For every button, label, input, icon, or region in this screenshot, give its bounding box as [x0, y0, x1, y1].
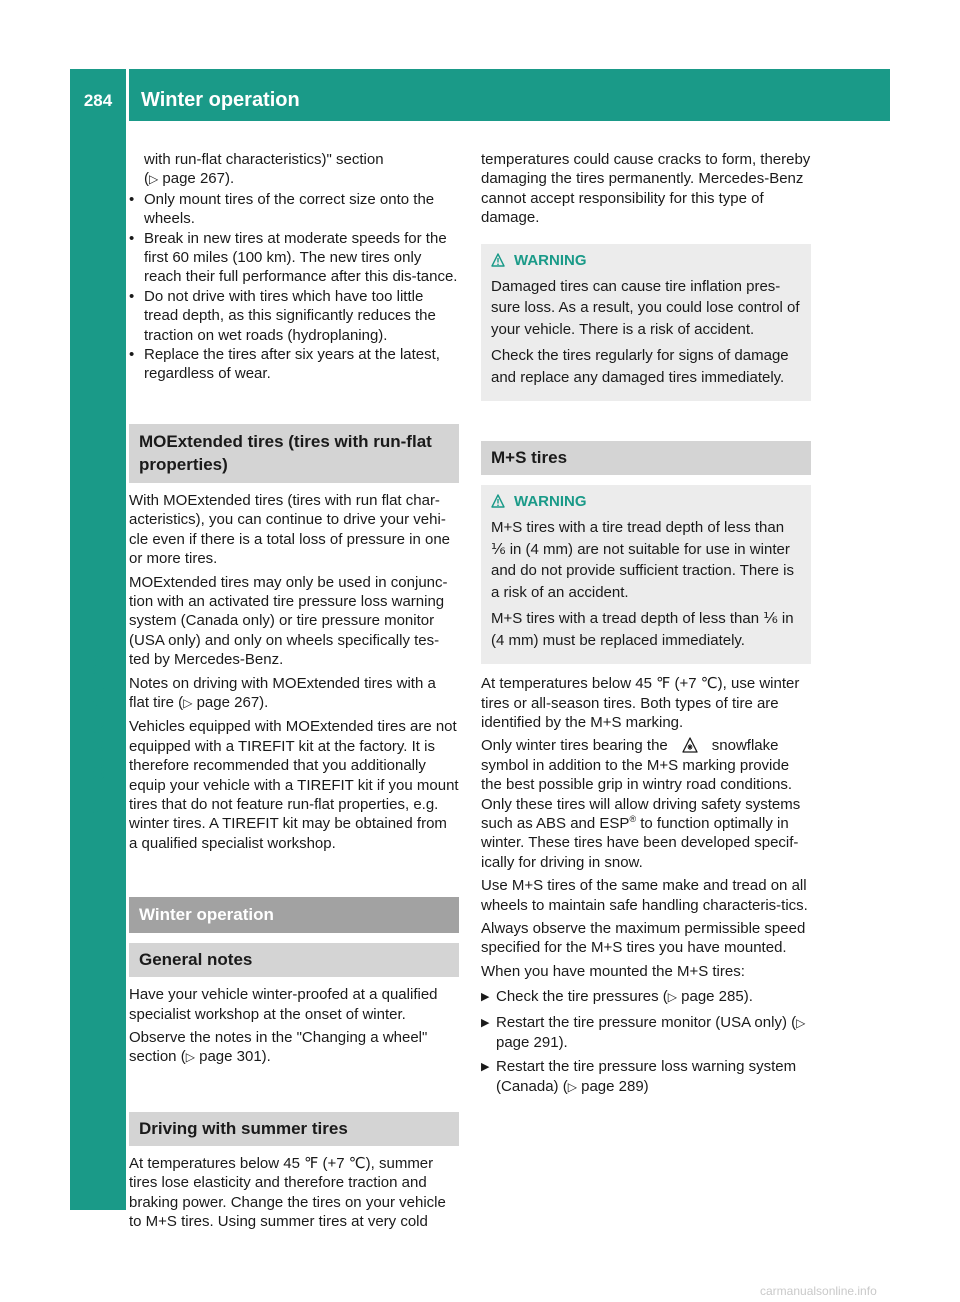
step-page-ref[interactable]: page 285). [681, 988, 753, 1006]
moe-paragraph-4: Vehicles equipped with MOExtended tires are not equipped with a TIREFIT kit at the factory. It is therefore recommended that you additionally equip your vehicle with a TIREFIT kit if you mount tires that do not feature run-flat properties, e.g. winter tires. A TIREFIT kit may be obtained from a qualified specialist workshop. [129, 718, 459, 852]
warning-triangle-icon [491, 253, 505, 267]
moe-paragraph-3: Notes on driving with MOExtended tires with a flat tire (▷ page 267). [129, 674, 436, 711]
action-steps-list [481, 987, 811, 1097]
snowflake-mountain-icon [682, 737, 698, 753]
intro-text: with run-flat characteristics)" section (▷ page 267). [144, 151, 384, 188]
page-number: 284 [70, 69, 126, 121]
intro-line-1: with run-flat characteristics)" section [144, 151, 384, 168]
damaged-tires-warning [481, 244, 811, 402]
arrow-reference-icon: ▷ [667, 990, 677, 1005]
general-paragraph-1: Have your vehicle winter-proofed at a qualified specialist workshop at the onset of winter. [129, 986, 438, 1023]
list-item: • Only mount tires of the correct size onto the wheels. [129, 190, 459, 229]
list-item: • Break in new tires at moderate speeds for the first 60 miles (100 km). The new tires only reach their full performance after this dis-tance. [129, 229, 459, 287]
ms-paragraph-5: When you have mounted the M+S tires: [481, 962, 745, 980]
continued-paragraph: temperatures could cause cracks to form, thereby damaging the tires permanently. Mercedes-Benz cannot accept responsibility for this type of damage. [481, 151, 811, 227]
ms-paragraph-2: Only winter tires bearing the snowflake symbol in addition to the M+S marking provide the best possible grip in wintry road conditions. Only these tires will allow driving safety systems such as ABS and ESP® to function optimally in winter. These tires have been developed specif-ically for driving in snow. [481, 737, 801, 871]
warning-text-2: M+S tires with a tread depth of less than ⅙ in (4 mm) must be replaced immediately. [491, 610, 794, 649]
tread-depth-warning [481, 485, 811, 664]
general-page-ref[interactable]: page 301). [199, 1048, 271, 1066]
right-column [481, 150, 811, 1102]
ms-tires-heading: M+S tires [481, 441, 811, 475]
list-item: • Do not drive with tires which have too little tread depth, as this significantly reduces the traction on wet roads (hydroplaning). [129, 287, 459, 345]
arrow-reference-icon: ▷ [796, 1015, 806, 1030]
step-page-ref[interactable]: page 289) [581, 1077, 649, 1095]
arrow-reference-icon: ▷ [567, 1079, 577, 1094]
page-title: Winter operation [129, 69, 890, 121]
ms-paragraph-3: Use M+S tires of the same make and tread on all wheels to maintain safe handling characteris-tics. [481, 877, 808, 914]
warning-triangle-icon [491, 494, 505, 508]
arrow-reference-icon: ▷ [183, 695, 193, 710]
warning-title: WARNING [514, 493, 587, 511]
warning-text-1: Damaged tires can cause tire inflation pres-sure loss. As a result, you could lose control of your vehicle. There is a risk of accident. [491, 277, 800, 338]
list-item: ▶ Check the tire pressures (▷ page 285). [481, 987, 811, 1007]
list-item: ▶ Restart the tire pressure loss warning system (Canada) (▷ page 289) [481, 1057, 811, 1097]
moe-paragraph-1: With MOExtended tires (tires with run flat char-acteristics), you can continue to drive your vehi-cle even if there is a total loss of pressure in one or more tires. [129, 491, 451, 568]
watermark: carmanualsonline.info [760, 1284, 877, 1298]
winter-operation-heading: Winter operation [129, 897, 459, 933]
registered-mark: ® [629, 813, 637, 824]
list-item: • Replace the tires after six years at the latest, regardless of wear. [129, 345, 459, 384]
arrow-reference-icon: ▷ [149, 172, 159, 187]
list-item: ▶ Restart the tire pressure monitor (USA only) (▷ page 291). [481, 1013, 811, 1053]
warning-header [491, 250, 801, 272]
moe-paragraph-2: MOExtended tires may only be used in conjunc-tion with an activated tire pressure loss warning system (Canada only) or tire pressure monitor (USA only) and only on wheels specifically tes-ted by Mercedes-Benz. [129, 573, 448, 669]
warning-text-1: M+S tires with a tire tread depth of less than ⅙ in (4 mm) are not suitable for use in winter and do not provide sufficient traction. There is a risk of an accident. [491, 519, 794, 601]
moe-page-ref[interactable]: page 267). [196, 693, 269, 711]
warning-title: WARNING [514, 251, 587, 269]
ms-paragraph-1: At temperatures below 45 ℉ (+7 ℃), use winter tires or all-season tires. Both types of tire are identified by the M+S marking. [481, 675, 800, 731]
page-header [70, 69, 890, 121]
summer-tires-heading: Driving with summer tires [129, 1112, 459, 1146]
intro-page-ref[interactable]: page 267). [162, 170, 235, 188]
general-paragraph-2: Observe the notes in the "Changing a wheel" section (▷ page 301). [129, 1029, 428, 1066]
left-column [129, 150, 459, 1235]
warning-text-2: Check the tires regularly for signs of damage and replace any damaged tires immediately. [491, 347, 789, 386]
general-notes-heading: General notes [129, 943, 459, 977]
step-page-ref[interactable]: page 291). [496, 1034, 568, 1052]
warning-header [491, 491, 801, 513]
tire-tips-list [129, 190, 459, 384]
moextended-heading: MOExtended tires (tires with run-flat properties) [129, 424, 459, 483]
summer-paragraph: At temperatures below 45 ℉ (+7 ℃), summer tires lose elasticity and therefore traction and braking power. Change the tires on your vehicle to M+S tires. Using summer tires at very cold [129, 1154, 446, 1231]
ms-paragraph-4: Always observe the maximum permissible speed specified for the M+S tires you have mounted. [481, 920, 806, 957]
arrow-reference-icon: ▷ [185, 1050, 195, 1065]
chapter-label: Wheels and tires [86, 646, 109, 814]
